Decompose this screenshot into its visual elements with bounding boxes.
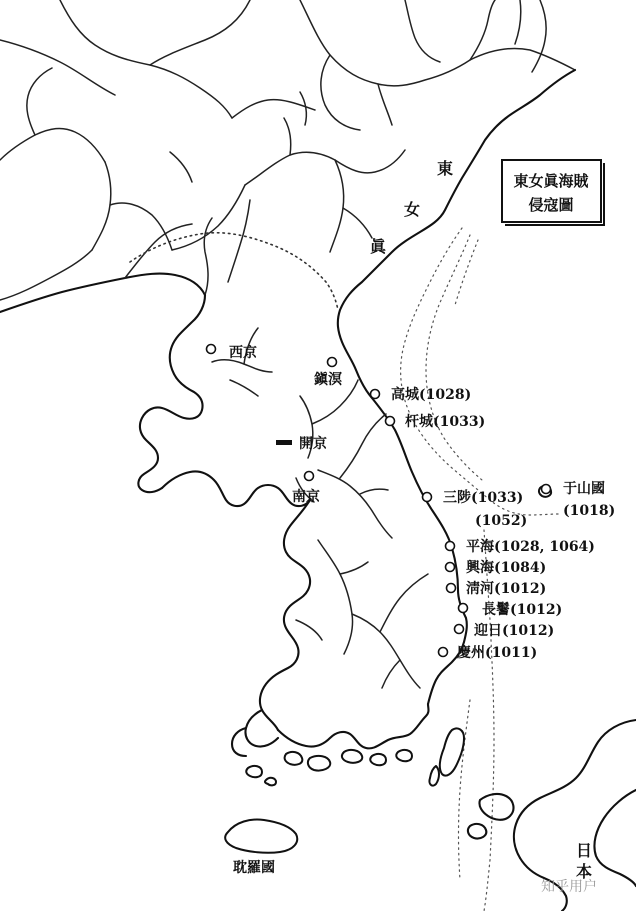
label-yeongil: 迎日(1012) bbox=[474, 623, 555, 639]
northwest-coast bbox=[0, 218, 212, 312]
region-jurchen-3: 眞 bbox=[370, 237, 387, 256]
label-janggi: 長鬐(1012) bbox=[482, 602, 563, 618]
region-jurchen-2: 女 bbox=[404, 200, 421, 219]
marker-samcheok bbox=[423, 493, 432, 502]
label-pyeonghae: 平海(1028, 1064) bbox=[466, 539, 595, 555]
region-jurchen-1: 東 bbox=[437, 159, 454, 178]
marker-janggi bbox=[459, 604, 468, 613]
marker-heunghae bbox=[446, 563, 455, 572]
marker-jinmyeong bbox=[328, 358, 337, 367]
marker-pyeonghae bbox=[446, 542, 455, 551]
title-line2: 侵寇圖 bbox=[528, 196, 574, 214]
marker-usanguk bbox=[542, 485, 551, 494]
label-gyeongju: 慶州(1011) bbox=[457, 645, 538, 661]
label-ganseong: 杆城(1033) bbox=[405, 414, 486, 430]
watermark: 知乎用户 bbox=[541, 879, 597, 895]
jeju-island bbox=[225, 820, 297, 853]
tsushima-island bbox=[440, 728, 464, 775]
region-labels bbox=[233, 159, 592, 881]
title-line1: 東女眞海賊 bbox=[513, 172, 589, 190]
northern-frontier bbox=[130, 233, 338, 310]
label-usanguk-extra: (1018) bbox=[563, 503, 616, 519]
label-seokyeong: 西京 bbox=[229, 345, 257, 361]
marker-cheongha bbox=[447, 584, 456, 593]
label-cheongha: 淸河(1012) bbox=[466, 581, 547, 597]
label-heunghae: 興海(1084) bbox=[466, 560, 547, 576]
label-gaegyeong: 開京 bbox=[299, 436, 327, 452]
label-usanguk: 于山國 bbox=[563, 481, 605, 497]
label-jinmyeong: 鎭溟 bbox=[314, 372, 342, 388]
marker-gyeongju bbox=[439, 648, 448, 657]
label-samcheok-extra: (1052) bbox=[475, 513, 528, 529]
marker-yeongil bbox=[455, 625, 464, 634]
map-title bbox=[502, 160, 604, 226]
region-japan-2: 本 bbox=[576, 862, 593, 881]
label-samcheok: 三陟(1033) bbox=[443, 490, 524, 506]
rivers-north bbox=[0, 0, 575, 300]
region-japan-1: 日 bbox=[576, 841, 593, 860]
label-tamna: 耽羅國 bbox=[233, 860, 275, 876]
marker-ganseong bbox=[386, 417, 395, 426]
marker-namgyeong bbox=[305, 472, 314, 481]
marker-seokyeong bbox=[207, 345, 216, 354]
label-namgyeong: 南京 bbox=[292, 489, 320, 505]
place-labels bbox=[229, 344, 615, 661]
marker-gaegyeong bbox=[276, 440, 292, 445]
label-goseong: 高城(1028) bbox=[391, 387, 472, 403]
marker-goseong bbox=[371, 390, 380, 399]
